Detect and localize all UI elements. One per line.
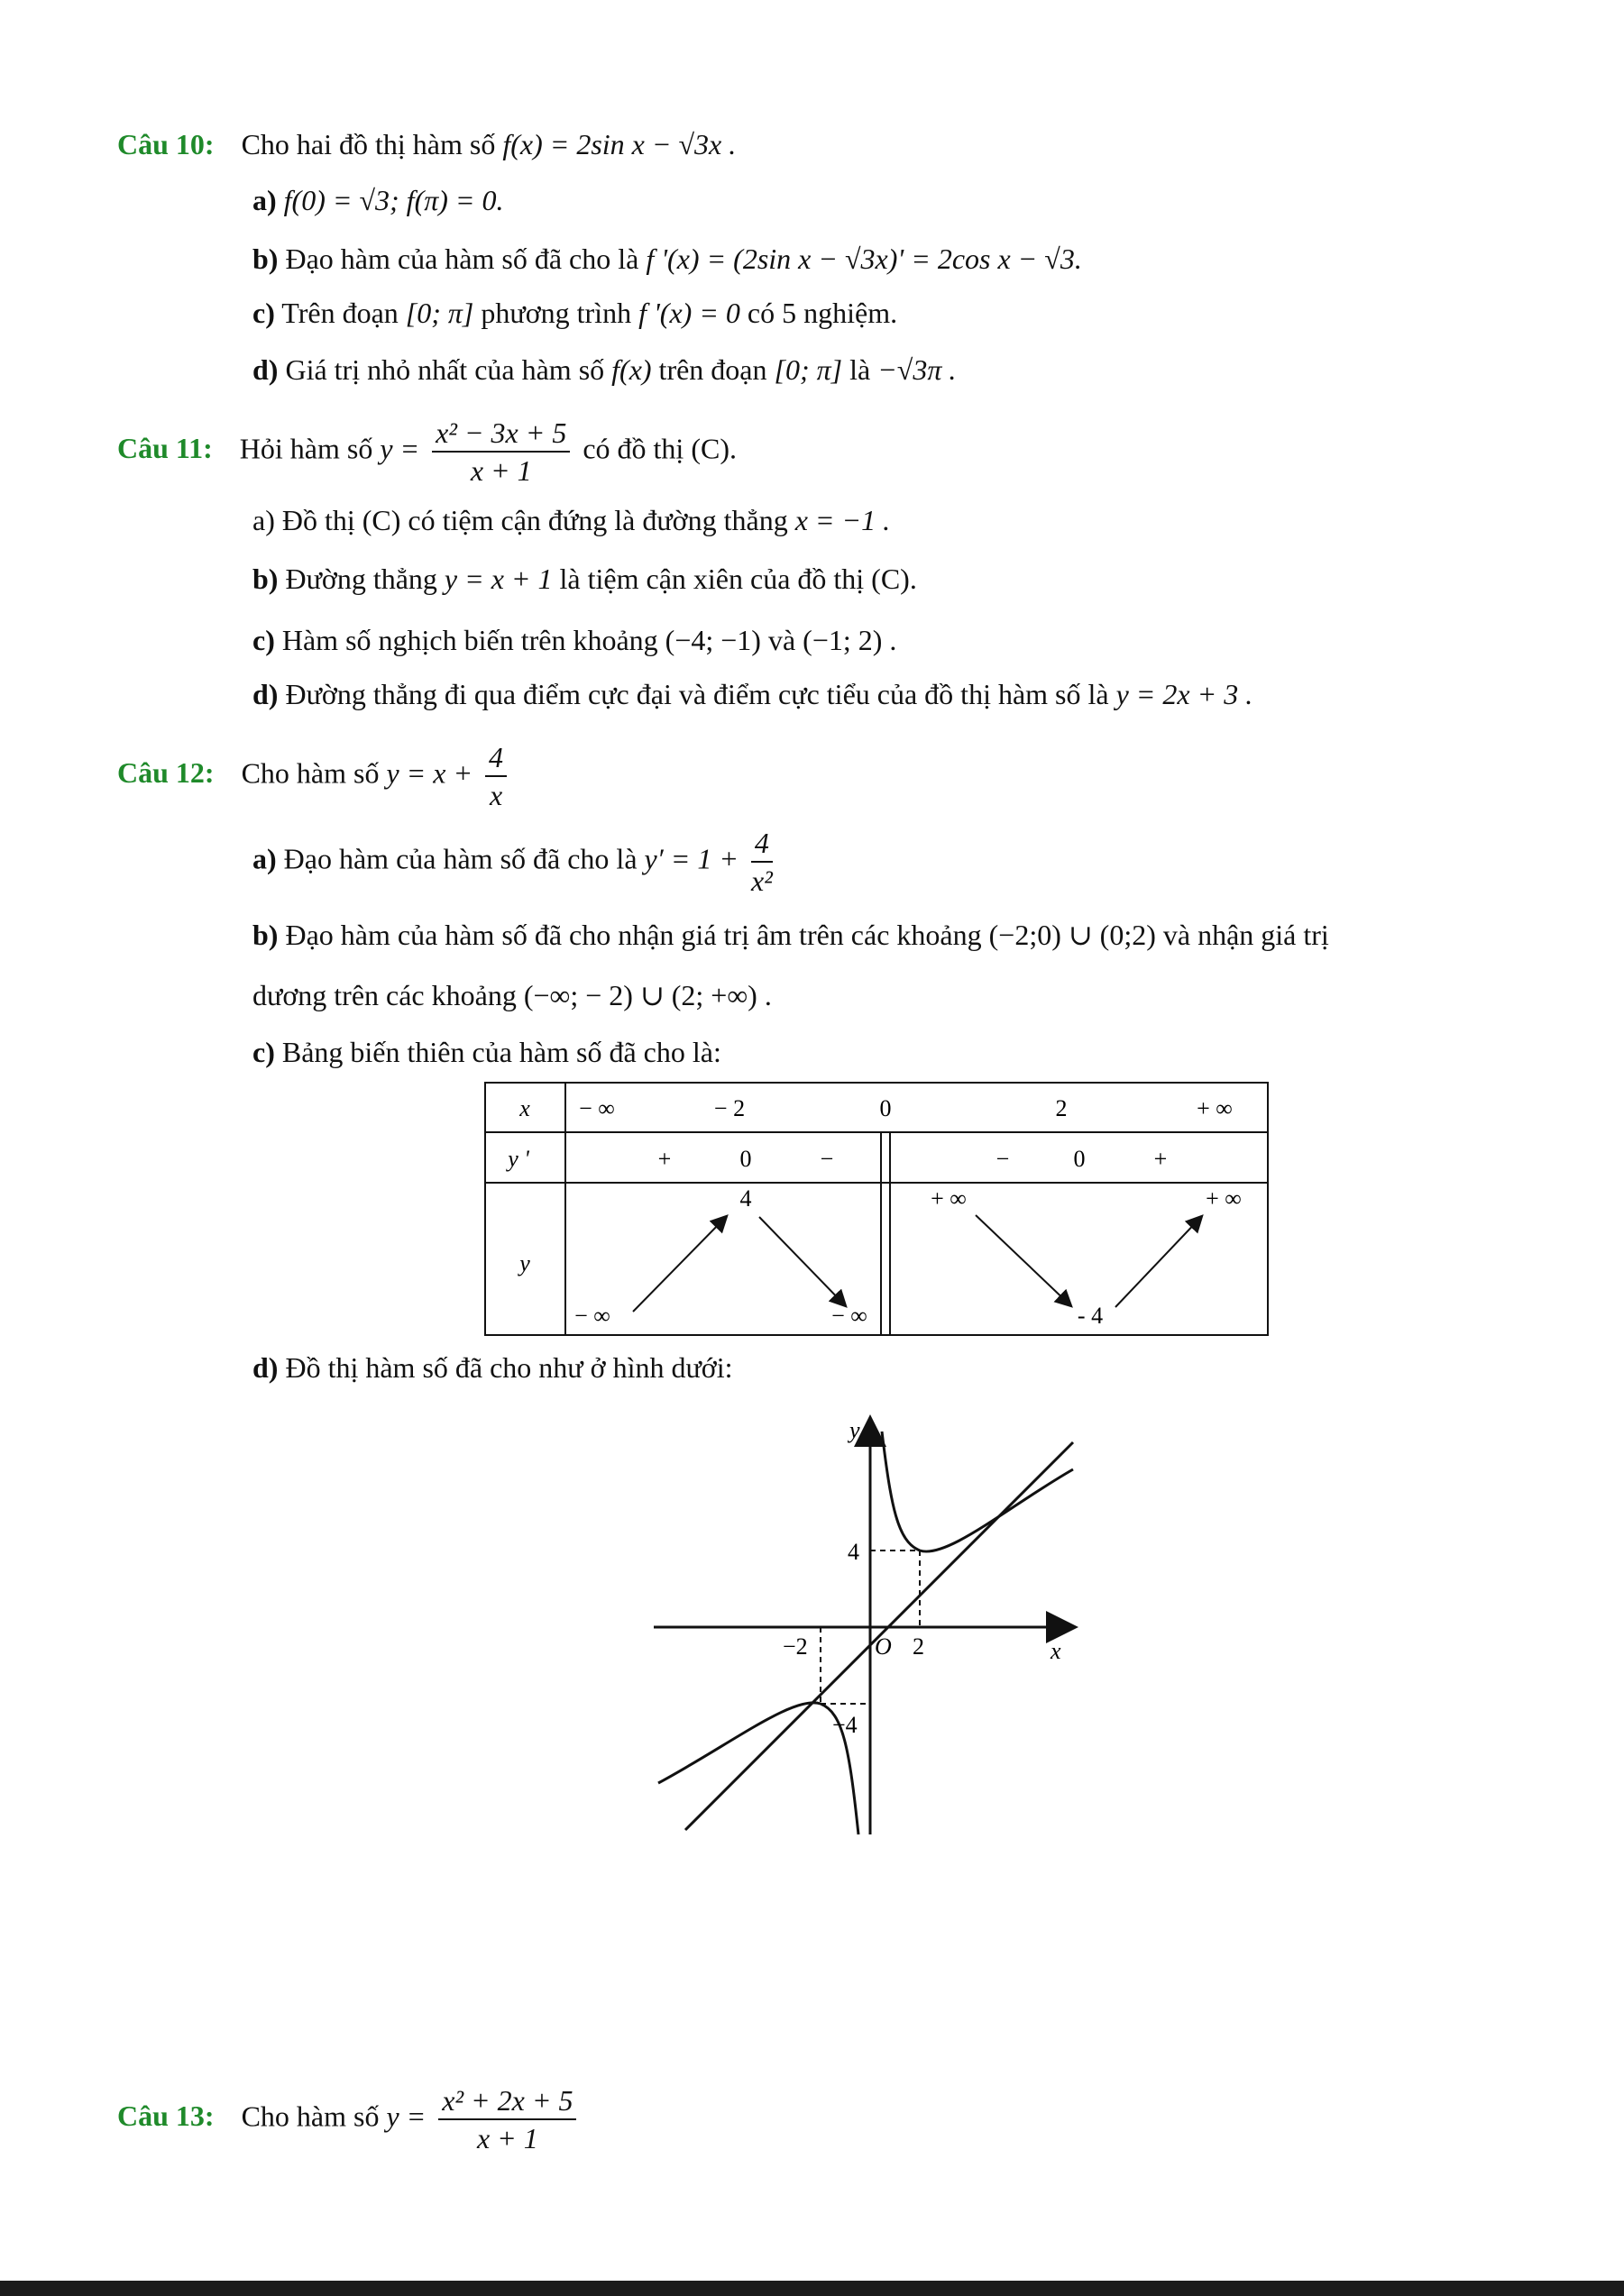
x-value: − 2 — [713, 1095, 746, 1121]
row-label-x: x — [519, 1095, 530, 1121]
q12-c: c) Bảng biến thiên của hàm số đã cho là: — [252, 1036, 721, 1068]
yprime-sign: − — [820, 1146, 834, 1172]
q10-a: a) f(0) = √3; f(π) = 0. — [252, 184, 504, 216]
y-value: + ∞ — [931, 1185, 967, 1212]
function-graph — [649, 1406, 1118, 1839]
oblique-asymptote — [685, 1442, 1073, 1830]
q12-b: b) Đạo hàm của hàm số đã cho nhận giá trị âm trên các khoảng (−2;0) ∪ (0;2) và nhận giá trị — [252, 919, 1329, 951]
y-value: − ∞ — [574, 1303, 610, 1329]
yprime-sign: − — [996, 1146, 1010, 1172]
x-axis-label: x — [1051, 1638, 1061, 1664]
y-value: − ∞ — [831, 1303, 867, 1329]
row-label-y: y — [519, 1250, 530, 1276]
q12-a-fraction: $\frac{4}{\text{x²}}$ — [751, 827, 773, 897]
q11-label: Câu 11: — [117, 432, 213, 465]
x-value: 0 — [879, 1095, 892, 1121]
q12-a: a) Đạo hàm của hàm số đã cho là y′ = 1 + $\frac{4}{\text{x²}}$ — [252, 827, 773, 897]
q12-title: Câu 12: Cho hàm số y = x + $\frac{4}{x}$ — [117, 739, 512, 813]
tick-label: −4 — [832, 1712, 858, 1738]
q10-label: Câu 10: — [117, 128, 215, 160]
row-label-yprime: y ' — [508, 1146, 529, 1172]
yprime-sign: + — [1153, 1146, 1168, 1172]
yprime-sign: 0 — [739, 1146, 752, 1172]
q13-title: Câu 13: Cho hàm số y = $\frac{\text{x² + 2x + 5}}{x + 1}$ — [117, 2082, 582, 2156]
q11-c: c) Hàm số nghịch biến trên khoảng (−4; −1) và (−1; 2) . — [252, 624, 897, 656]
q12-b2: dương trên các khoảng (−∞; − 2) ∪ (2; +∞) . — [252, 979, 772, 1011]
tick-label: −2 — [783, 1633, 808, 1660]
q11-title: Câu 11: Hỏi hàm số y = $\frac{\text{x² − 3x + 5}}{x + 1}$ có đồ thị (C). — [117, 416, 737, 487]
q12-fraction: $\frac{4}{x}$ — [485, 739, 507, 813]
right-branch — [882, 1432, 1073, 1551]
arrow-down — [759, 1217, 845, 1305]
yprime-sign: + — [657, 1146, 672, 1172]
q13-fraction: $\frac{\text{x² + 2x + 5}}{x + 1}$ — [438, 2082, 576, 2156]
q11-fraction: $\frac{\text{x² − 3x + 5}}{x + 1}$ — [432, 415, 570, 489]
x-value: − ∞ — [579, 1095, 615, 1121]
q11-d: d) Đường thẳng đi qua điểm cực đại và điểm cực tiểu của đồ thị hàm số là y = 2x + 3 . — [252, 678, 1253, 710]
q10-c: c) Trên đoạn [0; π] phương trình f '(x) = 0 có 5 nghiệm. — [252, 297, 898, 329]
y-value: - 4 — [1077, 1303, 1104, 1329]
q12-d: d) Đồ thị hàm số đã cho như ở hình dưới: — [252, 1351, 733, 1384]
q11-a: a) Đồ thị (C) có tiệm cận đứng là đường thẳng x = −1 . — [252, 504, 891, 536]
y-value: 4 — [739, 1185, 752, 1212]
q10-d: d) Giá trị nhỏ nhất của hàm số f(x) trên đoạn [0; π] là −√3π . — [252, 353, 957, 386]
arrow-down — [976, 1215, 1070, 1305]
y-axis-label: y — [849, 1417, 860, 1443]
variation-table — [484, 1082, 1269, 1336]
yprime-sign: 0 — [1073, 1146, 1086, 1172]
left-branch — [658, 1703, 858, 1834]
arrow-up — [1115, 1217, 1201, 1307]
q12-label: Câu 12: — [117, 756, 215, 790]
q10-b: b) Đạo hàm của hàm số đã cho là f '(x) = (2sin x − √3x)' = 2cos x − √3. — [252, 242, 1082, 275]
y-value: + ∞ — [1206, 1185, 1242, 1212]
tick-label: 4 — [848, 1539, 859, 1565]
q10-title — [117, 124, 736, 164]
bottom-border — [0, 2281, 1624, 2296]
tick-label: 2 — [913, 1633, 924, 1660]
q11-b: b) Đường thẳng y = x + 1 là tiệm cận xiên của đồ thị (C). — [252, 563, 917, 595]
arrow-up — [633, 1217, 726, 1312]
x-value: + ∞ — [1197, 1095, 1233, 1121]
q10-intro: Cho hai đồ thị hàm số — [241, 128, 496, 160]
origin-label: O — [875, 1633, 892, 1660]
x-value: 2 — [1055, 1095, 1068, 1121]
q10-func: f(x) = 2sin x − √3x . — [502, 128, 737, 160]
q13-label: Câu 13: — [117, 2099, 215, 2133]
